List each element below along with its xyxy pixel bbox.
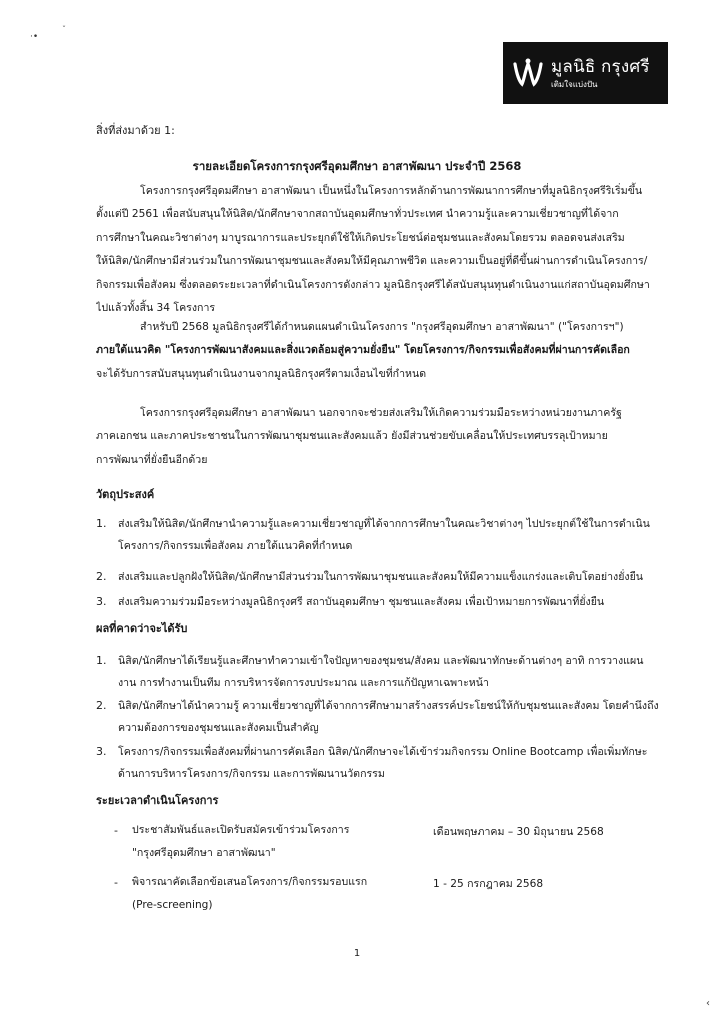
scan-mark: ·• xyxy=(30,32,39,42)
item-line: นิสิต/นักศึกษาได้เรียนรู้และศึกษาทำความเข้าใจปัญหาของชุมชน/สังคม และพัฒนาทักษะด้านต่างๆ อาทิ การวางแผน xyxy=(118,655,644,667)
item-line: ส่งเสริมให้นิสิต/นักศึกษานำความรู้และความเชี่ยวชาญที่ได้จากการศึกษาในคณะวิชาต่างๆ ไปประยุกต์ใช้ในการดำเนิน xyxy=(118,518,650,530)
schedule-dash: - xyxy=(114,876,118,889)
scan-mark: ˇ xyxy=(62,25,66,34)
schedule-activity xyxy=(132,819,349,865)
list-number: 2. xyxy=(96,699,107,712)
intro-paragraph xyxy=(96,402,656,472)
logo-tagline: เติมใจแบ่งปัน xyxy=(551,79,598,89)
paragraph-line: ภายใต้แนวคิด "โครงการพัฒนาสังคมและสิ่งแวดล้อมสู่ความยั่งยืน" โดยโครงการ/กิจกรรมเพื่อสังคมที่ผ่านการคัดเลือก xyxy=(96,344,630,357)
objective-item xyxy=(118,566,663,588)
scan-mark: ‹ xyxy=(706,998,710,1009)
paragraph-line: ตั้งแต่ปี 2561 เพื่อสนับสนุนให้นิสิต/นักศึกษาจากสถาบันอุดมศึกษาทั่วประเทศ นำความรู้และความเชี่ยวชาญที่ได้จาก xyxy=(96,208,619,221)
intro-paragraph xyxy=(96,316,656,386)
objective-item xyxy=(118,513,663,557)
activity-line: ประชาสัมพันธ์และเปิดรับสมัครเข้าร่วมโครงการ xyxy=(132,824,350,836)
item-line: โครงการ/กิจกรรมเพื่อสังคม ภายใต้แนวคิดที่กำหนด xyxy=(118,540,353,552)
item-line: ส่งเสริมความร่วมมือระหว่างมูลนิธิกรุงศรี สถาบันอุดมศึกษา ชุมชนและสังคม เพื่อเป้าหมายการพัฒนาที่ยั่งยืน xyxy=(118,596,605,608)
list-number: 1. xyxy=(96,654,107,667)
paragraph-line: การศึกษาในคณะวิชาต่างๆ มาบูรณาการและประยุกต์ใช้ให้เกิดประโยชน์ต่อชุมชนและสังคมโดยรวม ตลอดจนส่งเสริม xyxy=(96,231,625,244)
objective-item xyxy=(118,591,663,613)
activity-line: "กรุงศรีอุดมศึกษา อาสาพัฒนา" xyxy=(132,847,276,859)
document-title: รายละเอียดโครงการกรุงศรีอุดมศึกษา อาสาพัฒนา ประจำปี 2568 xyxy=(192,159,522,173)
logo-name: มูลนิธิ กรุงศรี xyxy=(551,56,650,77)
paragraph-line: ไปแล้วทั้งสิ้น 34 โครงการ xyxy=(96,301,216,314)
schedule-date: เดือนพฤษภาคม – 30 มิถุนายน 2568 xyxy=(433,826,604,838)
intro-paragraph xyxy=(96,180,656,320)
paragraph-line: โครงการกรุงศรีอุดมศึกษา อาสาพัฒนา นอกจากจะช่วยส่งเสริมให้เกิดความร่วมมือระหว่างหน่วยงานภาครัฐ xyxy=(140,407,622,419)
activity-line: พิจารณาคัดเลือกข้อเสนอโครงการ/กิจกรรมรอบแรก xyxy=(132,876,368,888)
schedule-activity xyxy=(132,871,367,917)
list-number: 1. xyxy=(96,517,107,530)
list-number: 3. xyxy=(96,745,107,758)
paragraph-line: การพัฒนาที่ยั่งยืนอีกด้วย xyxy=(96,453,208,466)
activity-line: (Pre-screening) xyxy=(132,899,213,911)
paragraph-line: ภาคเอกชน และภาคประชาชนในการพัฒนาชุมชนและสังคมแล้ว ยังมีส่วนช่วยขับเคลื่อนให้ประเทศบรรลุเป้าหมาย xyxy=(96,430,608,443)
item-line: นิสิต/นักศึกษาได้นำความรู้ ความเชี่ยวชาญที่ได้จากการศึกษามาสร้างสรรค์ประโยชน์ให้กับชุมชนและสังคม โดยคำนึงถึง xyxy=(118,700,659,712)
item-line: งาน การทำงานเป็นทีม การบริหารจัดการงบประมาณ และการแก้ปัญหาเฉพาะหน้า xyxy=(118,677,489,689)
krungsri-foundation-logo xyxy=(503,42,668,104)
outcomes-heading: ผลที่คาดว่าจะได้รับ xyxy=(96,622,188,635)
item-line: ด้านการบริหารโครงการ/กิจกรรม และการพัฒนานวัตกรรม xyxy=(118,768,385,780)
schedule-heading: ระยะเวลาดำเนินโครงการ xyxy=(96,794,219,807)
paragraph-line: กิจกรรมเพื่อสังคม ซึ่งตลอดระยะเวลาที่ดำเนินโครงการดังกล่าว มูลนิธิกรุงศรีได้สนับสนุนทุนดำเนินงานแก่สถาบันอุดมศึกษา xyxy=(96,278,650,291)
item-line: โครงการ/กิจกรรมเพื่อสังคมที่ผ่านการคัดเลือก นิสิต/นักศึกษาจะได้เข้าร่วมกิจกรรม Online Bootcamp เพื่อเพิ่มทักษะ xyxy=(118,746,648,758)
paragraph-line: สำหรับปี 2568 มูลนิธิกรุงศรีได้กำหนดแผนดำเนินโครงการ "กรุงศรีอุดมศึกษา อาสาพัฒนา" ("โครงการฯ") xyxy=(140,321,624,333)
list-number: 2. xyxy=(96,570,107,583)
paragraph-line: โครงการกรุงศรีอุดมศึกษา อาสาพัฒนา เป็นหนึ่งในโครงการหลักด้านการพัฒนาการศึกษาที่มูลนิธิกรุงศรีริเริ่มขึ้น xyxy=(140,185,643,197)
objectives-heading: วัตถุประสงค์ xyxy=(96,488,155,501)
paragraph-line: ให้นิสิต/นักศึกษามีส่วนร่วมในการพัฒนาชุมชนและสังคมให้มีคุณภาพชีวิต และความเป็นอยู่ที่ดีขึ้นผ่านการดำเนินโครงการ/ xyxy=(96,255,648,268)
outcome-item xyxy=(118,695,663,739)
page-number: 1 xyxy=(353,948,361,959)
item-line: ความต้องการของชุมชนและสังคมเป็นสำคัญ xyxy=(118,722,319,734)
attachment-label: สิ่งที่ส่งมาด้วย 1: xyxy=(96,124,175,137)
schedule-date: 1 - 25 กรกฎาคม 2568 xyxy=(433,878,544,890)
outcome-item xyxy=(118,650,663,694)
schedule-dash: - xyxy=(114,824,118,837)
outcome-item xyxy=(118,741,663,785)
list-number: 3. xyxy=(96,595,107,608)
item-line: ส่งเสริมและปลูกฝังให้นิสิต/นักศึกษามีส่วนร่วมในการพัฒนาชุมชนและสังคมให้มีความแข็งแกร่งและเติบโตอย่างยั่งยืน xyxy=(118,571,644,583)
logo-text xyxy=(551,57,650,90)
paragraph-line: จะได้รับการสนับสนุนทุนดำเนินงานจากมูลนิธิกรุงศรีตามเงื่อนไขที่กำหนด xyxy=(96,367,427,380)
foundation-emblem-icon xyxy=(511,56,545,90)
